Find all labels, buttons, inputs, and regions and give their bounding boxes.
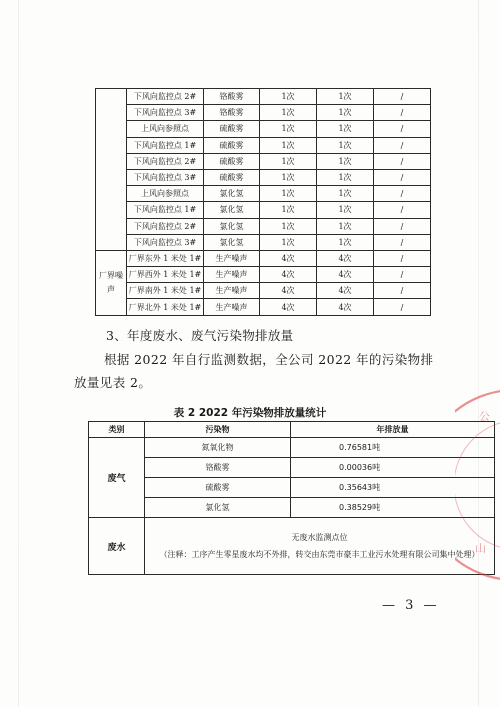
pollutant-cell: 硫酸雾	[204, 169, 260, 185]
svg-text:山: 山	[475, 542, 486, 555]
table-row	[96, 234, 431, 250]
wastewater-note-cell	[145, 518, 495, 575]
amount-cell: 0.00036吨	[291, 458, 495, 478]
frequency-cell: 4次	[317, 299, 374, 315]
pollutant-cell: 生产噪声	[204, 283, 260, 299]
frequency-cell: 1次	[317, 218, 374, 234]
frequency-cell: 1次	[260, 89, 317, 105]
table-title: 表 2 2022 年污染物排放量统计	[173, 407, 327, 419]
table-row	[96, 186, 431, 202]
remark-cell: /	[374, 121, 431, 137]
section-heading: 3、年度废水、废气污染物排放量	[106, 328, 294, 343]
table-row	[96, 250, 431, 266]
table-row	[89, 438, 495, 458]
category-cell: 废气	[89, 438, 145, 518]
frequency-cell: 4次	[317, 267, 374, 283]
table-row	[96, 202, 431, 218]
remark-cell: /	[374, 218, 431, 234]
table-row	[96, 105, 431, 121]
scan-edge-line	[18, 0, 19, 707]
monitor-point-cell: 下风向监控点 1#	[127, 202, 204, 218]
remark-cell: /	[374, 283, 431, 299]
monitor-point-cell: 厂界西外 1 米处 1#	[127, 267, 204, 283]
pollutant-cell: 硫酸雾	[204, 153, 260, 169]
table-row	[89, 458, 495, 478]
frequency-cell: 1次	[260, 169, 317, 185]
monitor-point-cell: 下风向监控点 2#	[127, 89, 204, 105]
pollutant-cell: 生产噪声	[204, 267, 260, 283]
frequency-cell: 1次	[260, 153, 317, 169]
frequency-cell: 1次	[317, 105, 374, 121]
pollutant-cell: 氯化氢	[204, 234, 260, 250]
monitor-point-cell: 下风向监控点 3#	[127, 105, 204, 121]
remark-cell: /	[374, 169, 431, 185]
remark-cell: /	[374, 105, 431, 121]
monitor-point-cell: 上风向参照点	[127, 121, 204, 137]
frequency-cell: 4次	[260, 283, 317, 299]
frequency-cell: 1次	[260, 105, 317, 121]
remark-cell: /	[374, 267, 431, 283]
monitoring-plan-table	[95, 88, 431, 316]
table-row	[96, 89, 431, 105]
column-header: 污染物	[145, 422, 291, 438]
table-row	[96, 121, 431, 137]
frequency-cell: 4次	[317, 250, 374, 266]
frequency-cell: 1次	[317, 202, 374, 218]
frequency-cell: 4次	[260, 250, 317, 266]
table-row	[96, 169, 431, 185]
table-row	[89, 478, 495, 498]
wastewater-annotation: （注释：工序产生零星废水均不外排，转交由东莞市豪丰工业污水处理有限公司集中处理）	[159, 550, 480, 559]
pollutant-cell: 铬酸雾	[204, 89, 260, 105]
emission-table	[88, 421, 495, 575]
frequency-cell: 1次	[317, 153, 374, 169]
frequency-cell: 1次	[260, 186, 317, 202]
pollutant-cell: 硫酸雾	[204, 137, 260, 153]
pollutant-cell: 硫酸雾	[145, 478, 291, 498]
frequency-cell: 1次	[260, 121, 317, 137]
frequency-cell: 1次	[317, 234, 374, 250]
monitor-point-cell: 下风向监控点 2#	[127, 218, 204, 234]
pollutant-cell: 氯化氢	[204, 218, 260, 234]
pollutant-cell: 生产噪声	[204, 250, 260, 266]
body-paragraph: 根据 2022 年自行监测数据，全公司 2022 年的污染物排放量见表 2。	[74, 352, 434, 390]
frequency-cell: 4次	[317, 283, 374, 299]
table-row	[96, 299, 431, 315]
scan-edge-line	[478, 0, 479, 707]
monitor-point-cell: 下风向监控点 2#	[127, 153, 204, 169]
frequency-cell: 1次	[317, 137, 374, 153]
column-header: 类别	[89, 422, 145, 438]
remark-cell: /	[374, 89, 431, 105]
table-row	[96, 153, 431, 169]
page-number: — 3 —	[382, 598, 440, 613]
frequency-cell: 1次	[317, 121, 374, 137]
frequency-cell: 1次	[260, 234, 317, 250]
amount-cell: 0.76581吨	[291, 438, 495, 458]
pollutant-cell: 氯化氢	[204, 202, 260, 218]
remark-cell: /	[374, 186, 431, 202]
wastewater-status: 无废水监测点位	[291, 533, 348, 542]
amount-cell: 0.35643吨	[291, 478, 495, 498]
monitor-point-cell: 厂界南外 1 米处 1#	[127, 283, 204, 299]
remark-cell: /	[374, 137, 431, 153]
frequency-cell: 1次	[260, 218, 317, 234]
column-header: 年排放量	[291, 422, 495, 438]
remark-cell: /	[374, 234, 431, 250]
pollutant-cell: 硫酸雾	[204, 121, 260, 137]
pollutant-cell: 生产噪声	[204, 299, 260, 315]
noise-group-cell: 厂界噪声	[96, 250, 127, 315]
frequency-cell: 1次	[260, 137, 317, 153]
frequency-cell: 1次	[260, 202, 317, 218]
pollutant-cell: 氮氧化物	[145, 438, 291, 458]
monitor-point-cell: 厂界北外 1 米处 1#	[127, 299, 204, 315]
frequency-cell: 4次	[260, 299, 317, 315]
remark-cell: /	[374, 250, 431, 266]
table-row	[96, 283, 431, 299]
pollutant-cell: 氯化氢	[204, 186, 260, 202]
table-row	[89, 518, 495, 575]
frequency-cell: 1次	[317, 169, 374, 185]
pollutant-cell: 铬酸雾	[145, 458, 291, 478]
table-row	[96, 267, 431, 283]
category-cell: 废水	[89, 518, 145, 575]
frequency-cell: 1次	[317, 186, 374, 202]
monitor-point-cell: 下风向监控点 3#	[127, 234, 204, 250]
table-row	[96, 218, 431, 234]
monitor-point-cell: 厂界东外 1 米处 1#	[127, 250, 204, 266]
frequency-cell: 4次	[260, 267, 317, 283]
svg-text:公: 公	[479, 410, 490, 423]
pollutant-cell: 铬酸雾	[204, 105, 260, 121]
monitor-point-cell: 上风向参照点	[127, 186, 204, 202]
table-row	[96, 137, 431, 153]
frequency-cell: 1次	[317, 89, 374, 105]
remark-cell: /	[374, 299, 431, 315]
amount-cell: 0.38529吨	[291, 498, 495, 518]
remark-cell: /	[374, 153, 431, 169]
pollutant-cell: 氯化氢	[145, 498, 291, 518]
table-header-row	[89, 422, 495, 438]
monitor-point-cell: 下风向监控点 3#	[127, 169, 204, 185]
group-cell-empty	[96, 89, 127, 251]
remark-cell: /	[374, 202, 431, 218]
table-row	[89, 498, 495, 518]
monitor-point-cell: 下风向监控点 1#	[127, 137, 204, 153]
